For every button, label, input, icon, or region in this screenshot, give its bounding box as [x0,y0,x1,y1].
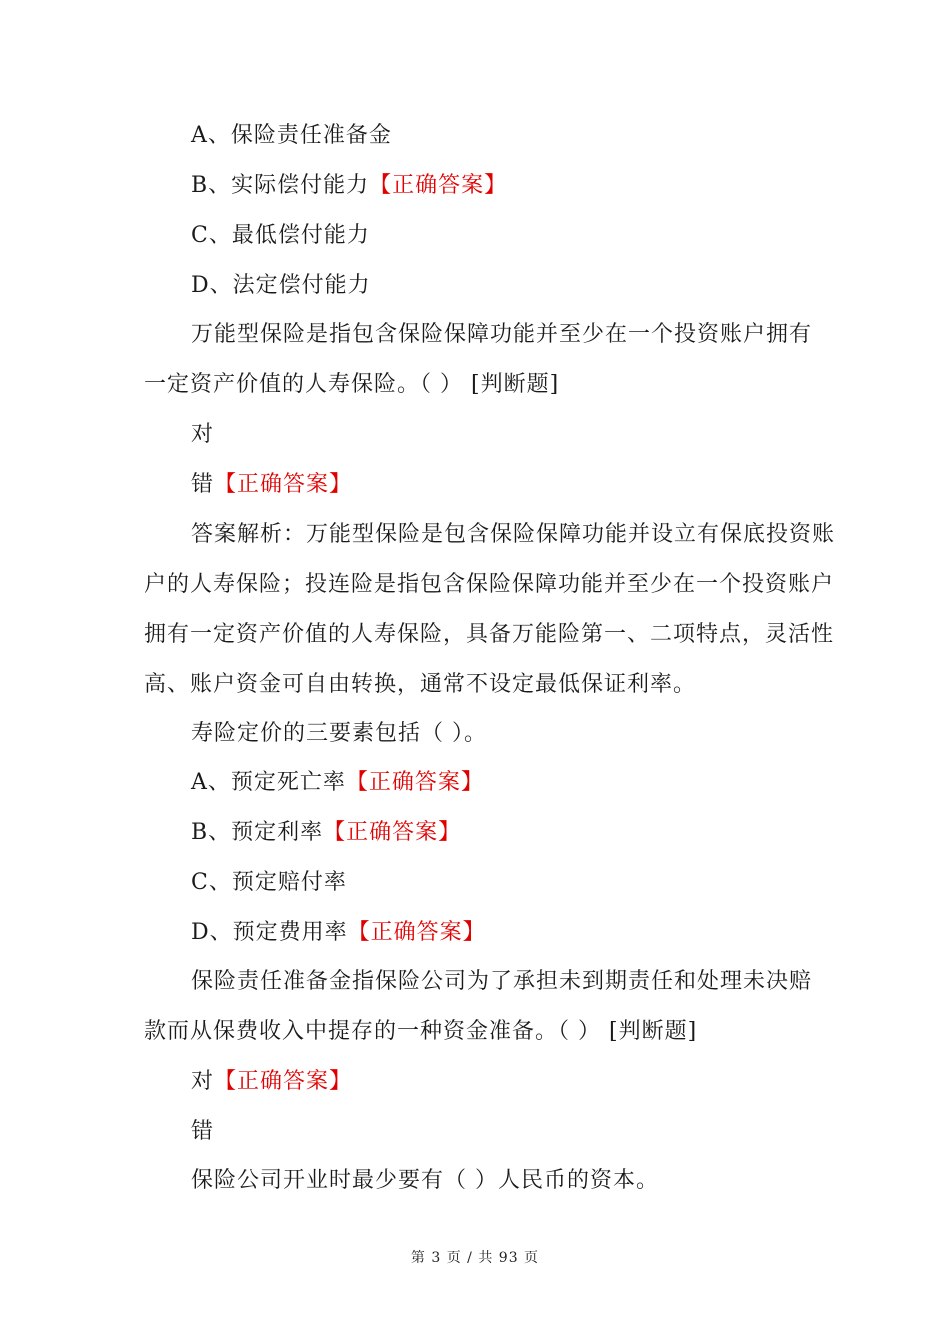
correct-answer-mark: 【正确答案】 [214,1069,353,1094]
option-false [191,1117,214,1147]
option-c [191,221,370,251]
option-true [191,420,214,450]
question-text [191,1166,659,1196]
correct-answer-mark: 【正确答案】 [369,173,508,198]
line-text: A、预定死亡率 [191,770,346,795]
line-text: 拥有一定资产价值的人寿保险，具备万能险第一、二项特点，灵活性 [144,622,835,647]
line-text: D、预定费用率 [191,920,348,945]
line-text: A、保险责任准备金 [191,123,392,148]
question-text-cont [144,1017,697,1047]
option-a [191,121,392,151]
correct-answer-mark: 【正确答案】 [214,472,353,497]
line-text: 答案解析：万能型保险是包含保险保障功能并设立有保底投资账 [191,522,836,547]
question-text [191,967,812,997]
explanation-cont [144,620,834,650]
line-text: 错 [191,472,215,497]
correct-answer-mark: 【正确答案】 [323,820,462,845]
line-text: 一定资产价值的人寿保险。（ ） [判断题] [144,372,560,397]
line-text: 错 [191,1119,215,1144]
option-false [191,470,352,500]
question-text [191,320,812,350]
option-b [191,818,461,848]
line-text: 对 [191,422,215,447]
question-text [191,719,487,749]
option-true [191,1067,352,1097]
line-text: 万能型保险是指包含保险保障功能并至少在一个投资账户拥有 [191,322,813,347]
page-footer: 第 3 页 / 共 93 页 [410,1250,540,1266]
line-text: C、最低偿付能力 [191,223,370,248]
option-a [191,768,484,798]
line-text: B、预定利率 [191,820,324,845]
question-text-cont [144,370,559,400]
line-text: 保险责任准备金指保险公司为了承担未到期责任和处理未决赔 [191,969,813,994]
option-d [191,918,486,948]
line-text: 保险公司开业时最少要有（ ）人民币的资本。 [191,1168,659,1193]
explanation-cont [144,670,696,700]
explanation [191,520,835,550]
correct-answer-mark: 【正确答案】 [345,770,484,795]
line-text: B、实际偿付能力 [191,173,370,198]
explanation-cont [144,570,834,600]
line-text: 户的人寿保险；投连险是指包含保险保障功能并至少在一个投资账户 [144,572,835,597]
option-d [191,271,371,301]
correct-answer-mark: 【正确答案】 [347,920,486,945]
line-text: C、预定赔付率 [191,870,347,895]
line-text: 高、账户资金可自由转换，通常不设定最低保证利率。 [144,672,697,697]
line-text: D、法定偿付能力 [191,273,371,298]
line-text: 款而从保费收入中提存的一种资金准备。（ ） [判断题] [144,1019,698,1044]
option-b [191,171,507,201]
line-text: 寿险定价的三要素包括（ ）。 [191,721,487,746]
option-c [191,868,347,898]
line-text: 对 [191,1069,215,1094]
